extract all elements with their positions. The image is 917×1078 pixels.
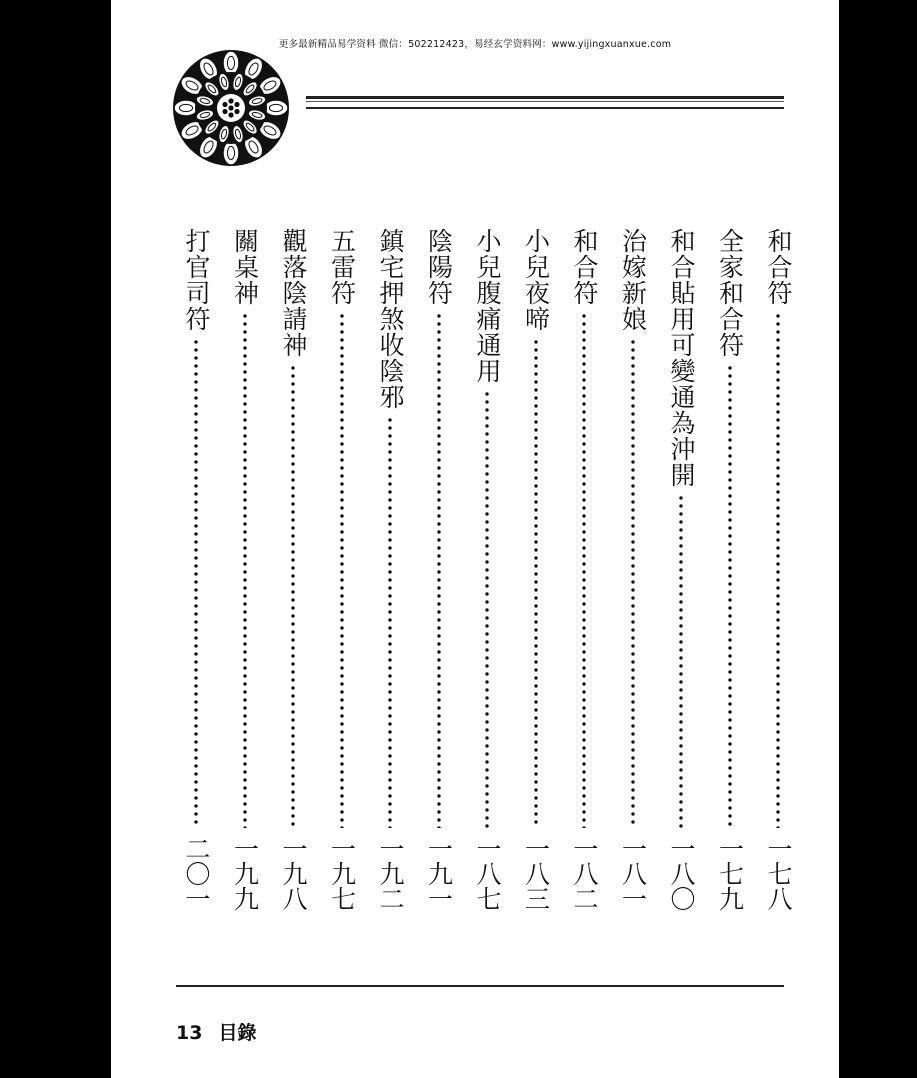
toc-entry-title: 和合貼用可變通為沖開 bbox=[667, 228, 696, 488]
toc-dot-leader bbox=[533, 338, 539, 828]
header-watermark-note: 更多最新精品易学资料 微信：502212423，易经玄学资料网：www.yijingxuanxue.com bbox=[278, 39, 672, 50]
toc-entry bbox=[325, 228, 359, 928]
toc-entry-page: 一八一 bbox=[618, 836, 648, 911]
toc-entry-page: 一七九 bbox=[715, 836, 745, 911]
toc-entry bbox=[373, 228, 407, 928]
toc-entry-page: 一八〇 bbox=[667, 836, 696, 911]
toc-entry-title: 全家和合符 bbox=[715, 228, 745, 358]
toc-entry bbox=[179, 228, 213, 928]
toc-entry-title: 觀落陰請神 bbox=[279, 228, 308, 358]
toc-entry-page: 一八七 bbox=[473, 836, 502, 911]
toc-dot-leader bbox=[775, 312, 781, 828]
toc-dot-leader bbox=[193, 338, 199, 828]
toc-entry bbox=[713, 228, 747, 928]
toc-entry bbox=[422, 228, 456, 928]
toc-entry-title: 和合符 bbox=[570, 228, 599, 306]
toc-entry bbox=[470, 228, 504, 928]
toc-entry bbox=[664, 228, 698, 928]
toc-entry-title: 治嫁新娘 bbox=[618, 228, 648, 332]
toc-entry bbox=[519, 228, 553, 928]
toc-entry-title: 小兒夜啼 bbox=[521, 228, 551, 332]
toc-dot-leader bbox=[436, 312, 442, 828]
toc-entry-title: 關桌神 bbox=[230, 228, 260, 306]
toc-entry-title: 鎮宅押煞收陰邪 bbox=[376, 228, 405, 410]
toc-entry bbox=[276, 228, 310, 928]
toc-entry-title: 小兒腹痛通用 bbox=[473, 228, 502, 384]
toc-entry-title: 和合符 bbox=[764, 228, 793, 306]
toc-dot-leader bbox=[387, 416, 393, 828]
toc-dot-leader bbox=[630, 338, 636, 828]
toc-entry-page: 一八三 bbox=[521, 836, 551, 911]
page-number: 13 bbox=[176, 1022, 203, 1044]
toc-dot-leader bbox=[484, 390, 490, 828]
book-page bbox=[111, 0, 839, 1078]
section-title: 目錄 bbox=[218, 1022, 257, 1044]
toc-entry bbox=[228, 228, 262, 928]
toc-entry-page: 一九一 bbox=[424, 836, 454, 911]
footer-rule bbox=[176, 985, 784, 987]
toc-entry bbox=[567, 228, 601, 928]
toc-dot-leader bbox=[678, 494, 684, 828]
toc-entry-page: 二〇一 bbox=[182, 836, 211, 911]
toc-entry bbox=[761, 228, 795, 928]
toc-entry-page: 一八二 bbox=[570, 836, 599, 911]
toc-entry-page: 一九二 bbox=[376, 836, 405, 911]
toc-dot-leader bbox=[581, 312, 587, 828]
toc-dot-leader bbox=[290, 364, 296, 828]
table-of-contents bbox=[111, 0, 839, 960]
toc-entry bbox=[616, 228, 650, 928]
toc-entry-page: 一九八 bbox=[279, 836, 308, 911]
toc-entry-title: 五雷符 bbox=[327, 228, 357, 306]
toc-entry-page: 一九九 bbox=[230, 836, 260, 911]
toc-dot-leader bbox=[242, 312, 248, 828]
toc-entry-title: 陰陽符 bbox=[424, 228, 454, 306]
page-footer bbox=[176, 1018, 256, 1045]
toc-entry-page: 一七八 bbox=[764, 836, 793, 911]
toc-entry-page: 一九七 bbox=[327, 836, 357, 911]
toc-entry-title: 打官司符 bbox=[182, 228, 211, 332]
toc-dot-leader bbox=[339, 312, 345, 828]
toc-dot-leader bbox=[727, 364, 733, 828]
